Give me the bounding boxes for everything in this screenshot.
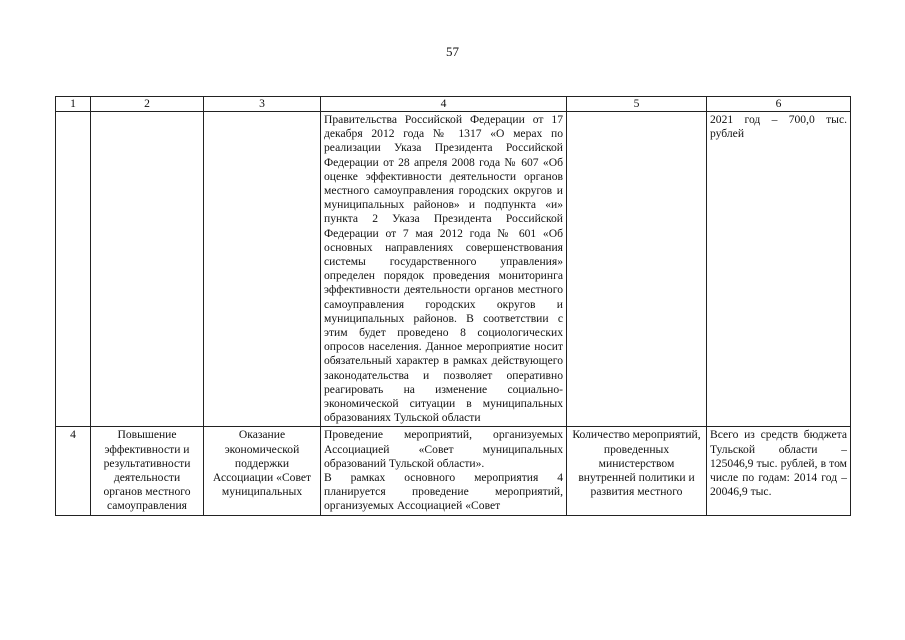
cont-cell-4: Правительства Российской Федерации от 17 декабря 2012 года № 1317 «О мерах по реализации Указа Президента Российской Федерации от 28 апреля 2008 года № 607 «Об оценке эффективности деятельности органов местного самоуправления городских округов и муниципальных районов» и подпункта «и» пункта 2 Указа Президента Российской Федерации от 7 мая 2012 года № 601 «Об основных направлениях совершенствования системы государственного управления» определен порядок проведения мониторинга эффективности деятельности органов местного самоуправления городских округов и муниципальных районов. В соответствии с этим будет проведено 8 социологических опросов населения. Данное мероприятие носит обязательный характер в рамках действующего законодательства и позволяет оперативно реагировать на изменение социально-экономической ситуации в муниципальных образованиях Тульской области [321,112,567,427]
cont-cell-3 [204,112,321,427]
header-col-1: 1 [56,97,91,112]
header-col-3: 3 [204,97,321,112]
row4-goal [91,427,204,516]
header-col-4: 4 [321,97,567,112]
cont-cell-6: 2021 год – 700,0 тыс. рублей [707,112,851,427]
table-header-row [56,97,851,112]
row4-number-text: 4 [70,428,76,442]
row4-description [321,427,567,516]
row4-description-p2: В рамках основного мероприятия 4 планируется проведение мероприятий, организуемых Ассоциацией «Совет [324,471,563,513]
cont-cell-2 [91,112,204,427]
row4-number [56,427,91,516]
table-row-4 [56,427,851,516]
row4-description-wrap [324,428,563,514]
row4-indicator-text: Количество мероприятий, проведенных министерством внутренней политики и развития местного [572,428,701,499]
row4-funding-text: Всего из средств бюджета Тульской области – 125046,9 тыс. рублей, в том числе по годам: 2014 год – 20046,9 тыс. [710,428,847,499]
header-col-6: 6 [707,97,851,112]
program-table [55,96,851,516]
cont-cell-5 [567,112,707,427]
cont-cell-1 [56,112,91,427]
row4-description-p1: Проведение мероприятий, организуемых Ассоциацией «Совет муниципальных образований Тульской области». [324,428,563,470]
table-row-continuation [56,112,851,427]
header-col-5: 5 [567,97,707,112]
row4-measure [204,427,321,516]
row4-indicator [567,427,707,516]
row4-measure-text: Оказание экономической поддержки Ассоциации «Совет муниципальных [212,428,312,499]
row4-goal-text: Повышение эффективности и результативности деятельности органов местного самоуправления [103,428,191,513]
row4-funding [707,427,851,516]
page-number: 57 [446,44,459,59]
header-col-2: 2 [91,97,204,112]
